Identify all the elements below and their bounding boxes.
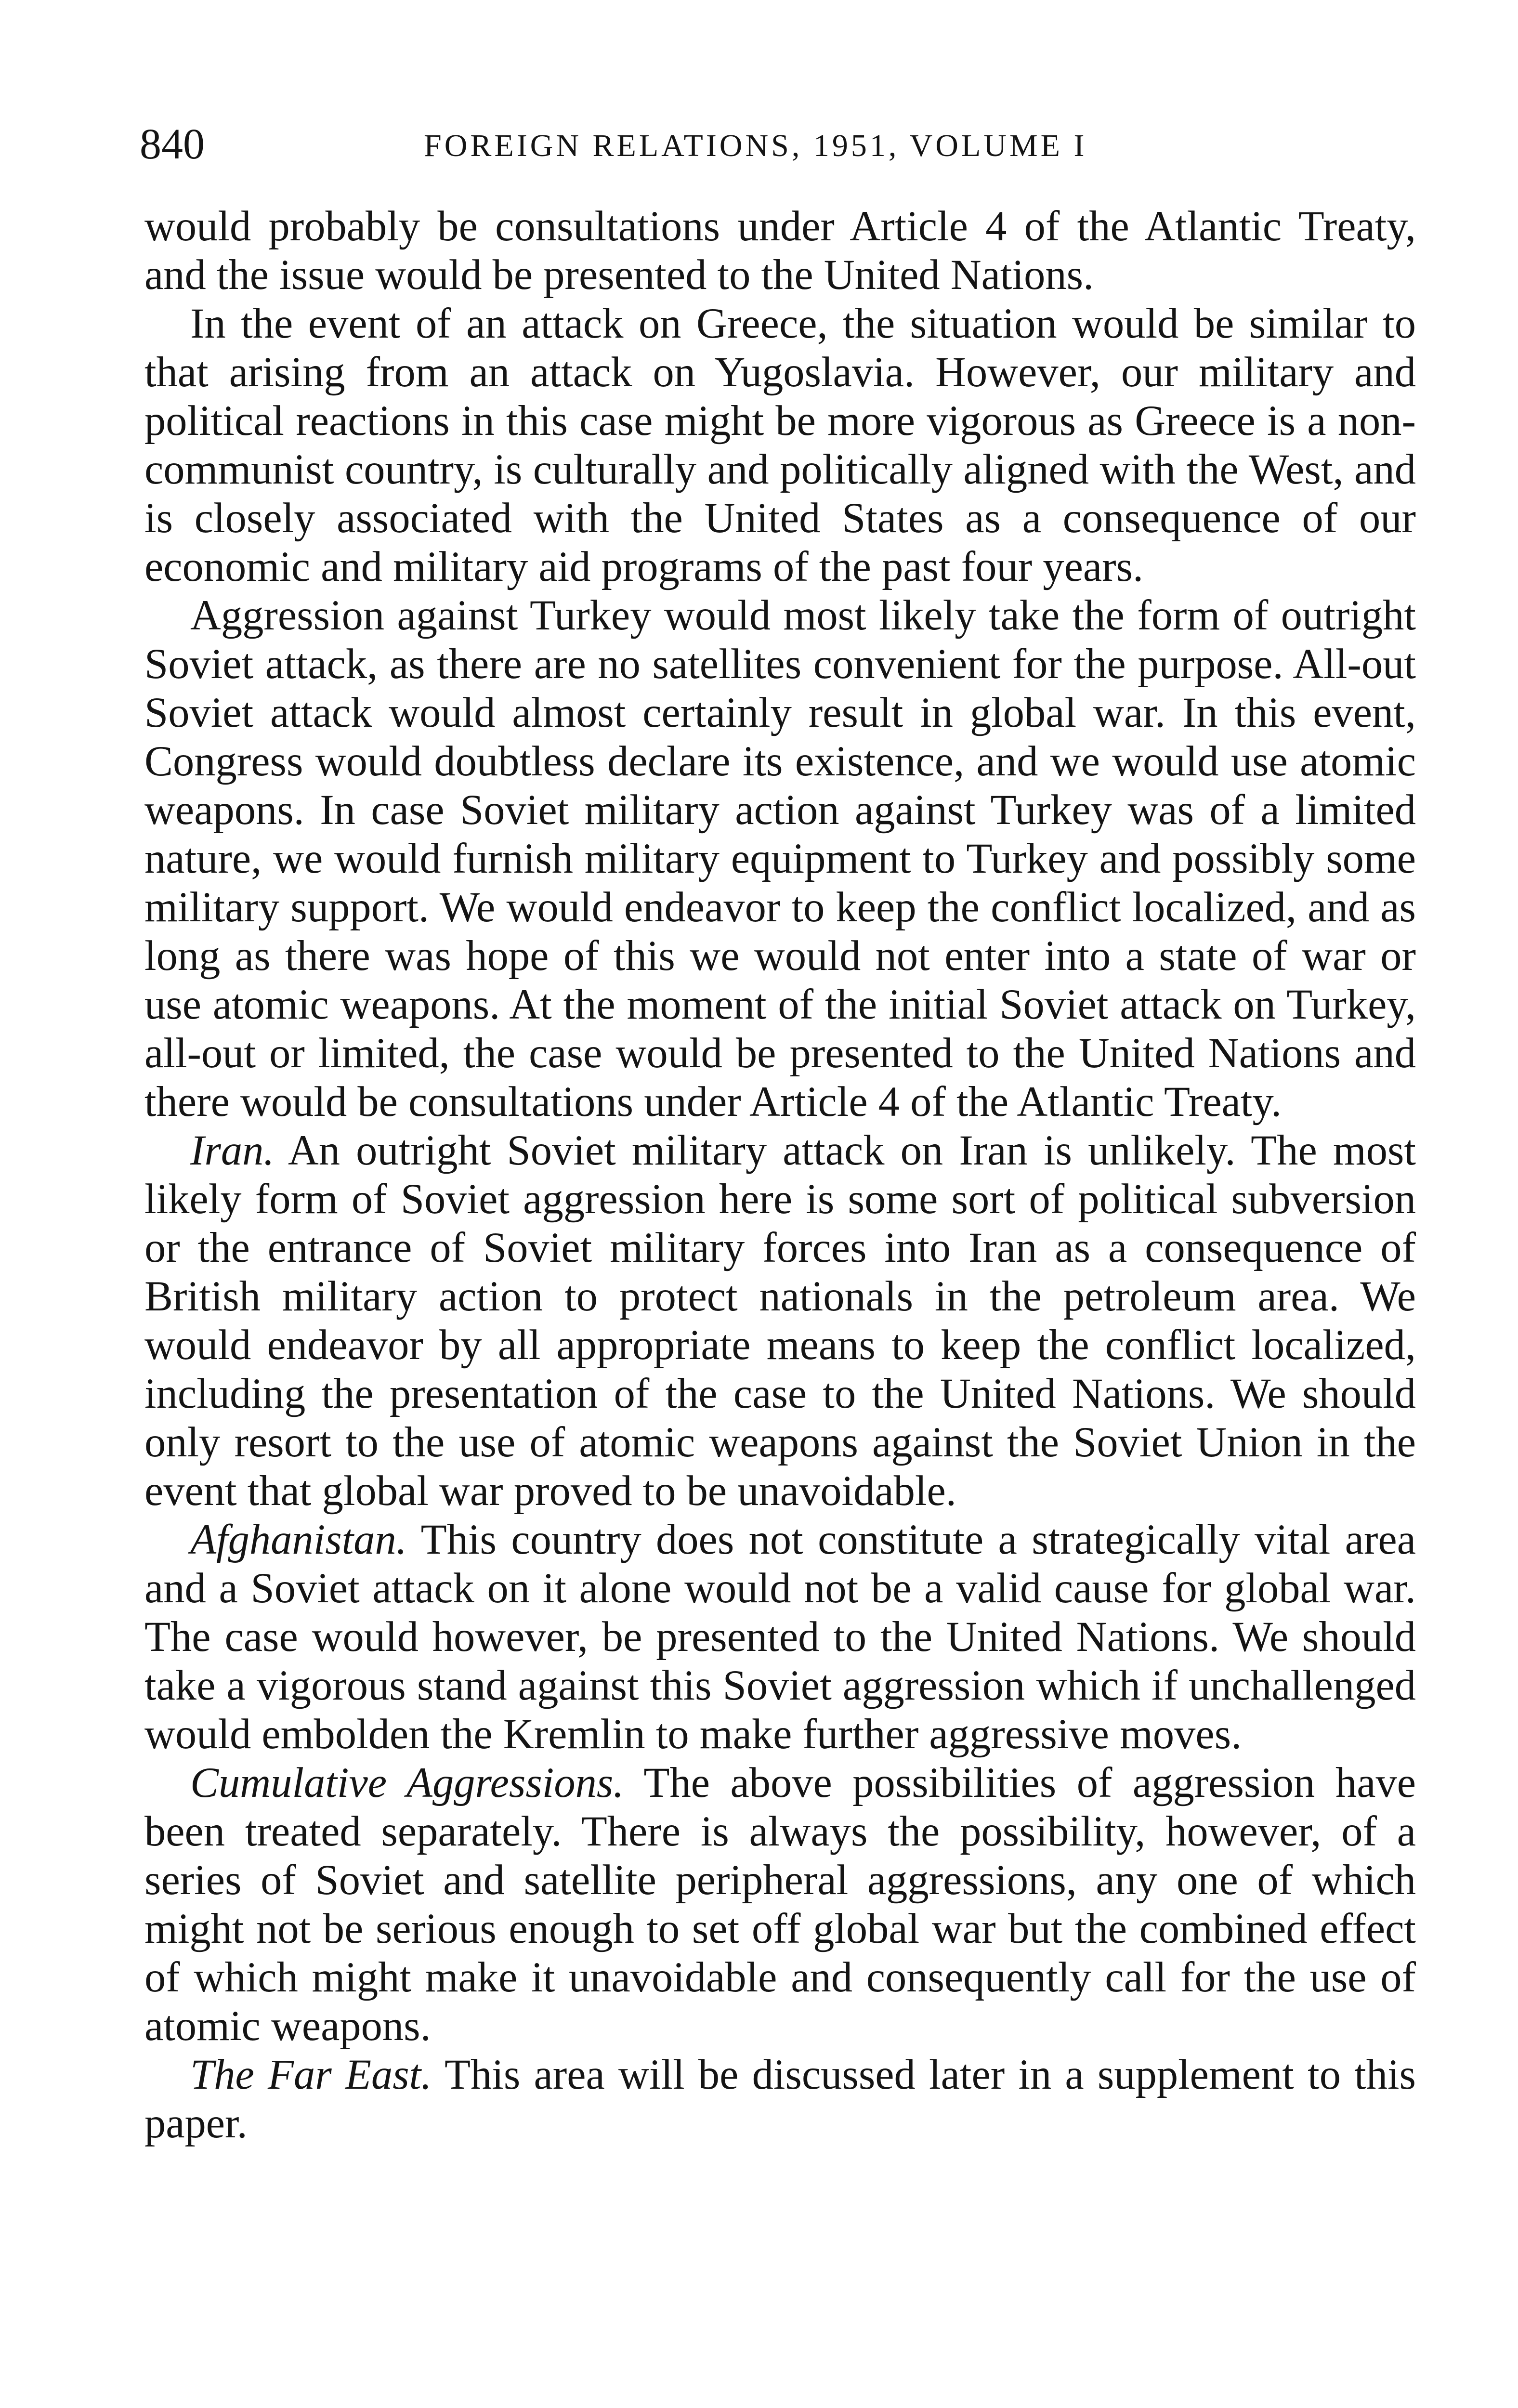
paragraph-iran bbox=[144, 1126, 1416, 1516]
running-head: FOREIGN RELATIONS, 1951, VOLUME I bbox=[424, 128, 1087, 163]
paragraph-turkey bbox=[144, 591, 1416, 1126]
section-lead-iran: Iran. bbox=[190, 1127, 275, 1174]
section-lead-afghanistan: Afghanistan. bbox=[190, 1516, 407, 1563]
paragraph-far-east bbox=[144, 2051, 1416, 2148]
paragraph-text: would probably be consultations under Article 4 of the Atlantic Treaty, and the issue would be presented to the United Nations. bbox=[144, 203, 1416, 299]
paragraph-text: This country does not constitute a strategically vital area and a Soviet attack on it alone would not be a valid cause for global war. The case would however, be presented to the United Nations. We should take a vigorous stand against this Soviet aggression which if unchallenged would embolden the Kremlin to make further aggressive moves. bbox=[144, 1516, 1416, 1758]
body-text bbox=[144, 202, 1416, 2148]
section-lead-far-east: The Far East. bbox=[190, 2051, 432, 2098]
paragraph-text: This area will be discussed later in a supplement to this paper. bbox=[144, 2051, 1416, 2147]
paragraph-afghanistan bbox=[144, 1516, 1416, 1759]
paragraph-text: Aggression against Turkey would most likely take the form of outright Soviet attack, as there are no satellites convenient for the purpose. All-out Soviet attack would almost certainly result in global war. In this event, Congress would doubtless declare its existence, and we would use atomic weapons. In case Soviet military action against Turkey was of a limited nature, we would furnish military equipment to Turkey and possibly some military support. We would endeavor to keep the conflict localized, and as long as there was hope of this we would not enter into a state of war or use atomic weapons. At the moment of the initial Soviet attack on Turkey, all-out or limited, the case would be presented to the United Nations and there would be consultations under Article 4 of the Atlantic Treaty. bbox=[144, 592, 1416, 1125]
page-number: 840 bbox=[140, 120, 205, 168]
paragraph-text: In the event of an attack on Greece, the situation would be similar to that arising from an attack on Yugoslavia. However, our military and political reactions in this case might be more vigorous as Greece is a non-communist country, is culturally and politically aligned with the West, and is closely associated with the United States as a consequence of our economic and military aid programs of the past four years. bbox=[144, 300, 1416, 590]
section-lead-cumulative-aggressions: Cumulative Aggressions. bbox=[190, 1759, 624, 1806]
paragraph-cumulative-aggressions bbox=[144, 1759, 1416, 2051]
paragraph-continued bbox=[144, 202, 1416, 300]
paragraph-greece bbox=[144, 300, 1416, 591]
paragraph-text: The above possibilities of aggression have been treated separately. There is always the possibility, however, of a series of Soviet and satellite peripheral aggressions, any one of which might not be serious enough to set off global war but the combined effect of which might make it unavoidable and consequently call for the use of atomic weapons. bbox=[144, 1759, 1416, 2050]
paragraph-text: An outright Soviet military attack on Iran is unlikely. The most likely form of Soviet aggression here is some sort of political subversion or the entrance of Soviet military forces into Iran as a consequence of British military action to protect nationals in the petroleum area. We would endeavor by all appropriate means to keep the conflict localized, including the presentation of the case to the United Nations. We should only resort to the use of atomic weapons against the Soviet Union in the event that global war proved to be unavoidable. bbox=[144, 1127, 1416, 1515]
